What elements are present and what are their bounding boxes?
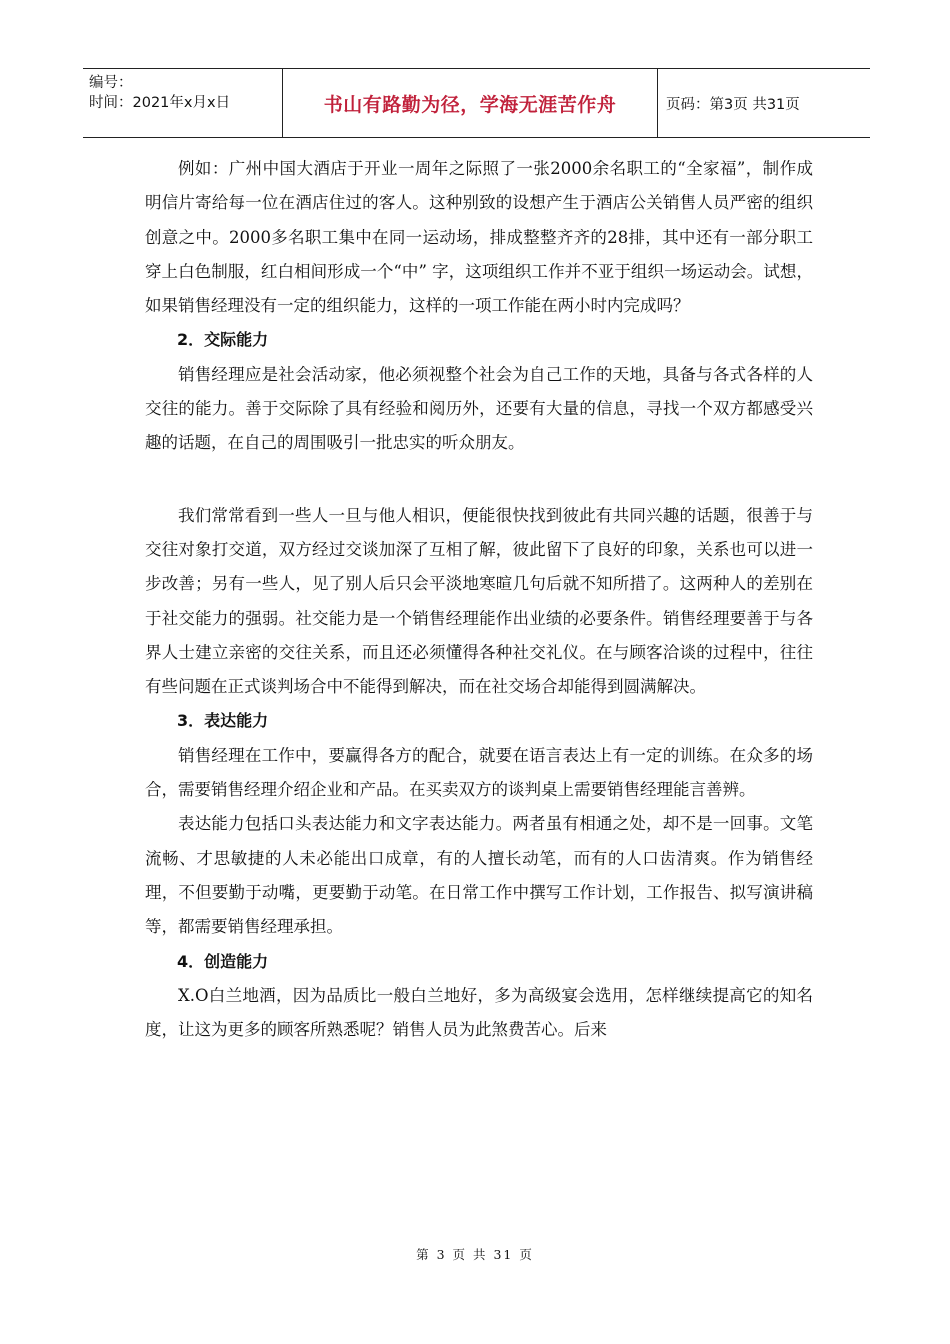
paragraph-example: 例如：广州中国大酒店于开业一周年之际照了一张2000余名职工的“全家福”，制作成明信片寄给每一位在酒店住过的客人。这种别致的设想产生于酒店公关销售人员严密的组织创意之中。2000多名职工集中在同一运动场，排成整整齐齐的28排，其中还有一部分职工穿上白色制服，红白相间形成一个“中” 字，这项组织工作并不亚于组织一场运动会。试想，如果销售经理没有一定的组织能力，这样的一项工作能在两小时内完成吗？	[145, 159, 813, 316]
paragraph-communication-2: 我们常常看到一些人一旦与他人相识，便能很快找到彼此有共同兴趣的话题，很善于与交往对象打交道，双方经过交谈加深了互相了解，彼此留下了良好的印象，关系也可以进一步改善；另有一些人，见了别人后只会平淡地寒暄几句后就不知所措了。这两种人的差别在于社交能力的强弱。社交能力是一个销售经理能作出业绩的必要条件。销售经理要善于与各界人士建立亲密的交往关系，而且还必须懂得各种社交礼仪。在与顾客洽谈的过程中，往往有些问题在正式谈判场合中不能得到解决，而在社交场合却能得到圆满解决。	[145, 505, 813, 697]
document-time-label: 时间：2021年x月x日	[89, 95, 231, 111]
header-meta	[83, 69, 283, 137]
section-heading-creativity: 4．创造能力	[177, 951, 269, 971]
document-body	[145, 152, 813, 1047]
paragraph-expression-2: 表达能力包括口头表达能力和文字表达能力。两者虽有相通之处，却不是一回事。文笔流畅、才思敏捷的人未必能出口成章，有的人擅长动笔，而有的人口齿清爽。作为销售经理，不但要勤于动嘴，更要勤于动笔。在日常工作中撰写工作计划，工作报告、拟写演讲稿等，都需要销售经理承担。	[145, 814, 813, 937]
document-number-label: 编号：	[89, 75, 133, 91]
page-header	[83, 68, 870, 138]
section-heading-expression: 3．表达能力	[177, 711, 269, 731]
paragraph-communication-1: 销售经理应是社会活动家，他必须视整个社会为自己工作的天地，具备与各式各样的人交往的能力。善于交际除了具有经验和阅历外，还要有大量的信息，寻找一个双方都感受兴趣的话题，在自己的周围吸引一批忠实的听众朋友。	[145, 364, 813, 453]
section-heading-communication: 2．交际能力	[177, 330, 269, 350]
paragraph-creativity: X.O白兰地酒，因为品质比一般白兰地好，多为高级宴会选用，怎样继续提高它的知名度，让这为更多的顾客所熟悉呢？销售人员为此煞费苦心。后来	[145, 985, 813, 1040]
page-footer: 第 3 页 共 31 页	[416, 1247, 534, 1262]
paragraph-gap	[145, 461, 813, 499]
paragraph-expression-1: 销售经理在工作中，要赢得各方的配合，就要在语言表达上有一定的训练。在众多的场合，需要销售经理介绍企业和产品。在买卖双方的谈判桌上需要销售经理能言善辨。	[145, 745, 813, 800]
header-page-label: 页码：第3页 共31页	[666, 96, 800, 113]
header-motto: 书山有路勤为径，学海无涯苦作舟	[283, 69, 658, 137]
